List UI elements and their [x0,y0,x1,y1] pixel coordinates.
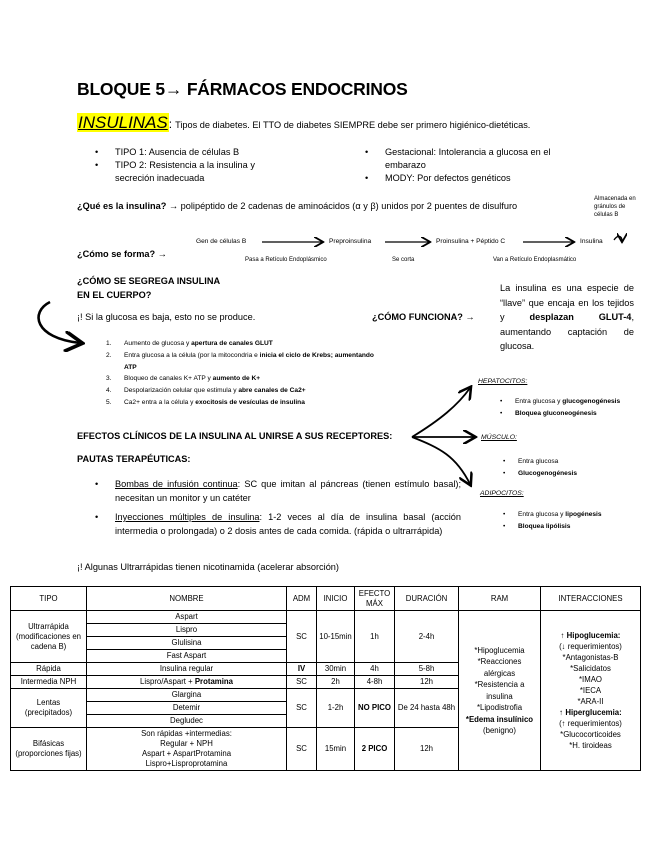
cell-adm: IV [287,663,317,676]
header-tipo: TIPO [11,587,87,611]
header-duracion: DURACIÓN [395,587,459,611]
formation-step-2: Preproinsulina [329,238,372,245]
cell-nombre: Aspart [87,611,287,624]
cell-nombre: Glargina [87,689,287,702]
cell-inicio: 15min [317,728,355,771]
segrega-curved-arrow [39,302,80,343]
cell-nombre: Son rápidas +intermedias: Regular + NPH Aspart + AspartProtamina Lispro+Lisproprotamina [87,728,287,771]
secretion-step: 4. Despolarización celular que estimula y abre canales de Ca2+ [106,387,306,395]
type-item: • MODY: Por defectos genéticos [363,172,583,185]
type-item: • TIPO 2: Resistencia a la insulina y secreción inadecuada [93,159,293,185]
hepatocitos-item: • Bloquea gluconeogénesis [500,408,620,420]
page-title: BLOQUE 5→ FÁRMACOS ENDOCRINOS [77,79,408,99]
funciona-text-pre: La insulina es una especie de “llave” que encaja en los tejidos y [500,283,634,322]
formation-step-1: Gen de células B [196,238,247,245]
cell-nombre: Lispro/Aspart + Protamina [87,676,287,689]
cell-adm: SC [287,728,317,771]
adipocitos-list [503,509,602,532]
como-forma-question: ¿Cómo se forma? → [77,249,167,259]
cell-dur: 5-8h [395,663,459,676]
segrega-heading: ¿CÓMO SE SEGREGA INSULINA EN EL CUERPO? [77,276,220,300]
curl-arrow [614,236,622,241]
hepatocitos-list [500,396,620,419]
header-nombre: NOMBRE [87,587,287,611]
cell-max: 2 PICO [355,728,395,771]
secretion-steps [96,338,386,409]
pautas-list [93,477,461,543]
cell-adm: SC [287,676,317,689]
cell-adm: SC [287,689,317,728]
cell-nombre: Lispro [87,624,287,637]
secretion-step: 1. Aumento de glucosa y apertura de canales GLUT [106,340,273,347]
cell-dur: 2-4h [395,611,459,663]
formation-note-2: Se corta [392,257,415,263]
funciona-text-bold: desplazan GLUT-4 [529,312,632,322]
cell-dur: De 24 hasta 48h [395,689,459,728]
musculo-label: MÚSCULO: [481,434,517,441]
effects-arrows [412,388,474,484]
hepatocitos-label: HEPATOCITOS: [478,378,528,385]
cell-max: 4-8h [355,676,395,689]
pautas-heading: PAUTAS TERAPÉUTICAS: [77,454,191,464]
formation-note-3: Van a Retículo Endoplasmático [493,257,577,263]
musculo-item: • Glucogenogénesis [503,468,577,480]
cell-max: NO PICO [355,689,395,728]
formation-note-1: Pasa a Retículo Endoplásmico [245,257,327,263]
cell-nombre: Glulisina [87,637,287,650]
header-interacciones: INTERACCIONES [541,587,641,611]
cell-dur: 12h [395,676,459,689]
cell-nombre: Degludec [87,715,287,728]
cell-inicio: 30min [317,663,355,676]
cell-nombre: Insulina regular [87,663,287,676]
insulin-table [10,586,641,771]
header-ram: RAM [459,587,541,611]
cell-dur: 12h [395,728,459,771]
header-efecto-max: EFECTO MÁX [355,587,395,611]
insulinas-heading: INSULINAS [78,113,168,132]
cell-tipo: Ultrarrápida (modificaciones en cadena B) [11,611,87,663]
efectos-heading: EFECTOS CLÍNICOS DE LA INSULINA AL UNIRSE A SUS RECEPTORES: [77,431,393,441]
pautas-item: • Inyecciones múltiples de insulina: 1-2 veces al día de insulina basal (acción intermedia o prolongada) o 2 dosis antes de cada comida. (rápida o ultrarrápida) [93,510,461,538]
funciona-text [500,281,634,354]
secretion-step: 2. Entra glucosa a la célula (por la mitocondria e inicia el ciclo de Krebs; aumentando ATP [106,351,374,371]
musculo-list [503,456,577,479]
secretion-step: 3. Bloqueo de canales K+ ATP y aumento de K+ [106,375,261,383]
cell-tipo: Bifásicas (proporciones fijas) [11,728,87,771]
cell-inicio: 1-2h [317,689,355,728]
type-item: • TIPO 1: Ausencia de células B [93,146,293,159]
cell-adm: SC [287,611,317,663]
table-header-row [11,587,641,611]
table-row [11,611,641,624]
musculo-item: • Entra glucosa [503,456,577,468]
cell-tipo: Intermedia NPH [11,676,87,689]
formation-arrows [262,236,622,242]
header-inicio: INICIO [317,587,355,611]
pautas-item: • Bombas de infusión continua: SC que imitan al páncreas (tienen estímulo basal); necesitan un monitor y un catéter [93,477,461,505]
cell-max: 1h [355,611,395,663]
cell-inicio: 10-15min [317,611,355,663]
segrega-note: ¡! Si la glucosa es baja, esto no se produce. [77,312,256,322]
formation-step-3: Proinsulina + Péptido C [436,238,506,245]
arrow-to-hepatocitos [412,388,470,437]
cell-tipo: Rápida [11,663,87,676]
pautas-note: ¡! Algunas Ultrarrápidas tienen nicotinamida (acelerar absorción) [77,562,339,572]
funciona-text-post: , aumentando captación de glucosa. [500,312,634,351]
cell-interacciones: ↑ Hipoglucemia: (↓ requerimientos) *Antagonistas-B *Salicidatos *IMAO *IECA *ARA-II ↑ Hiperglucemia: (↑ requerimientos) *Glucocorticoides *H. tiroideas [541,611,641,771]
funciona-question: ¿CÓMO FUNCIONA? → [372,312,475,322]
hepatocitos-item: • Entra glucosa y glucogenogénesis [500,396,620,408]
adipocitos-item: • Bloquea lipólisis [503,521,602,533]
cell-inicio: 2h [317,676,355,689]
almacenada-note: Almacenada en gránulos de células B [594,196,636,218]
type-item: • Gestacional: Intolerancia a glucosa en el embarazo [363,146,583,172]
insulinas-colon: : [168,117,173,131]
formation-step-4: Insulina [580,238,603,245]
cell-tipo: Lentas (precipitados) [11,689,87,728]
insulinas-intro: Tipos de diabetes. El TTO de diabetes SIEMPRE debe ser primero higiénico-dietéticas. [175,120,531,130]
que-es-answer: → polipéptido de 2 cadenas de aminoácidos (α y β) unidos por 2 puentes de disulfuro [168,201,518,211]
cell-max: 4h [355,663,395,676]
adipocitos-item: • Entra glucosa y lipogénesis [503,509,602,521]
adipocitos-label: ADIPOCITOS: [480,490,524,497]
cell-nombre: Detemir [87,702,287,715]
cell-nombre: Fast Aspart [87,650,287,663]
que-es-question: ¿Qué es la insulina? [77,201,167,211]
secretion-step: 5. Ca2+ entra a la célula y exocitosis de vesículas de insulina [106,398,305,406]
header-adm: ADM [287,587,317,611]
cell-ram: *Hipoglucemia *Reacciones alérgicas *Resistencia a insulina *Lipodistrofia *Edema insulínico (benigno) [459,611,541,771]
